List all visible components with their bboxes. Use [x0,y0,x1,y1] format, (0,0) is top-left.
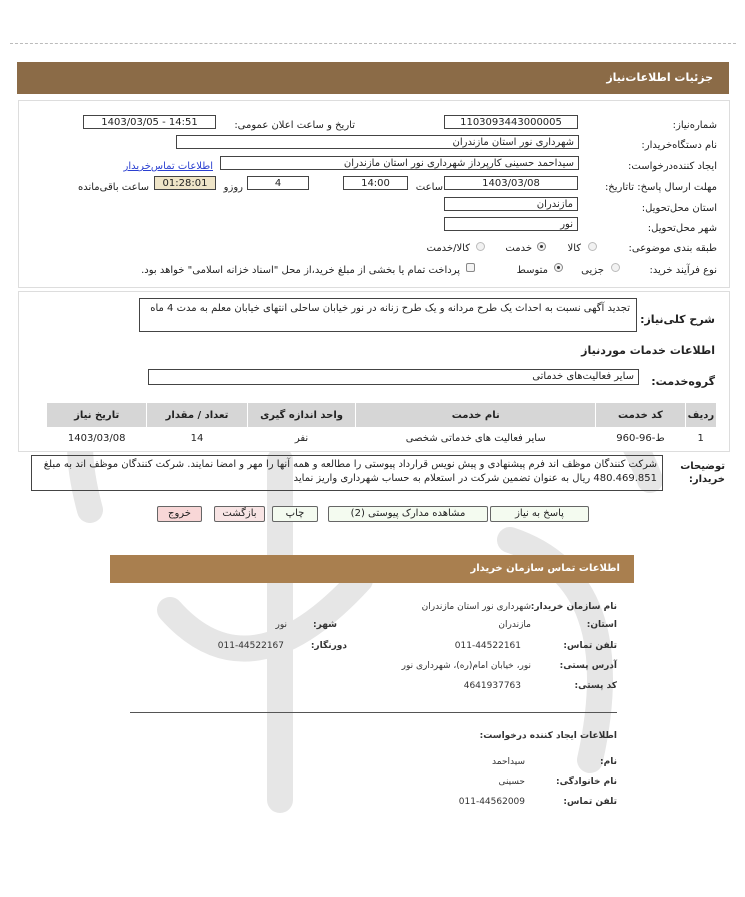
process-radio-medium[interactable] [554,263,563,272]
process-option-minor: جزیی [581,265,604,276]
service-group-field: سایر فعالیت‌های خدماتی [148,369,639,385]
creator-field: سیداحمد حسینی کارپرداز شهرداری نور استان مازندران [220,156,579,170]
phone-label: تلفن تماس: [563,641,617,651]
notes-label: توضیحات خریدار: [680,461,725,485]
process-radio-minor[interactable] [611,263,620,272]
buyer-label: نام دستگاه‌خریدار: [641,140,717,151]
col-code: کد خدمت [596,403,686,427]
cell-unit: نفر [294,432,309,444]
province-contact-value: مازندران [498,620,531,630]
details-header [17,62,729,94]
col-name: نام خدمت [356,403,596,427]
col-date: تاریخ نیاز [47,403,147,427]
city-contact-value: نور [275,620,287,630]
province-contact-label: استان: [586,620,617,630]
category-option-goods: کالا [567,243,581,254]
exit-button[interactable]: خروج [157,506,202,522]
cell-date: 1403/03/08 [67,432,126,444]
announce-field: 1403/03/05 - 14:51 [83,115,216,129]
creator-label: ایجاد کننده‌درخواست: [628,161,717,172]
phone-value: 011-44522161 [454,641,521,651]
summary-label: شرح کلی‌نیاز: [640,313,715,326]
page-title: جزئیات اطلاعات‌نیاز [606,71,713,84]
process-option-medium: متوسط [516,265,548,276]
reply-button[interactable]: پاسخ به نیاز [490,506,589,522]
treasury-checkbox[interactable] [466,263,475,272]
fax-label: دورنگار: [310,641,347,651]
col-unit: واحد اندازه گیری [247,403,356,427]
postal-value: 4641937763 [463,681,521,691]
services-title: اطلاعات خدمات موردنیاز [581,344,715,357]
remaining-time-field: 01:28:01 [154,176,216,190]
treasury-payment-text: پرداخت تمام یا بخشی از مبلغ خرید،از محل "اسناد خزانه اسلامی" خواهد بود. [141,265,460,276]
table-row [47,427,717,449]
print-button[interactable]: چاپ [272,506,318,522]
name-value: سیداحمد [492,757,525,767]
address-value: نور، خیابان امام(ره)، شهرداری نور [401,661,531,671]
cell-qty: 14 [190,432,204,444]
category-option-service: خدمت [505,243,532,254]
services-table-header [47,403,717,427]
city-label: شهر محل‌تحویل: [647,223,717,234]
category-option-both: کالا/خدمت [426,243,470,254]
notes-text: شرکت کنندگان موظف اند فرم پیشنهادی و پیش نویس قرارداد پیوستی را مطالعه و همه آنها را مهر و امضا نمایند. شرکت کنندگان موظف اند به مبلغ 480.469.851 ریال به عنوان تضمین شرکت در استعلام به حساب شهرداری واریز نماید [31,455,663,491]
time-label: ساعت [415,182,443,193]
province-field: مازندران [444,197,578,211]
org-value: شهرداری نور استان مازندران [421,602,531,612]
services-table [46,403,716,449]
days-field: 4 [247,176,309,190]
announce-label: تاریخ و ساعت اعلان عمومی: [234,120,355,131]
fax-value: 011-44522167 [217,641,284,651]
contact-divider [130,712,617,713]
contact-title: اطلاعات تماس سازمان خریدار [470,563,620,574]
col-row: ردیف [685,403,716,427]
summary-text: تجدید آگهی نسبت به احداث یک طرح مردانه و یک طرح زنانه در نور خیابان ساحلی انتهای خیابان معلم به مدت 4 ماه [139,298,637,332]
category-radio-both[interactable] [476,242,485,251]
deadline-time-field: 14:00 [343,176,408,190]
city-field: نور [444,217,578,231]
contact-header [110,555,634,583]
days-label: روزو [223,182,243,193]
deadline-date-field: 1403/03/08 [444,176,578,190]
family-label: نام خانوادگی: [555,777,617,787]
postal-label: کد پستی: [574,681,617,691]
top-divider [10,43,736,44]
need-number-field: 1103093443000005 [444,115,578,129]
category-radio-service[interactable] [537,242,546,251]
province-label: استان محل‌تحویل: [641,203,717,214]
family-value: حسینی [498,777,525,787]
process-label: نوع فرآیند خرید: [649,265,717,276]
remaining-label: ساعت باقی‌مانده [77,182,149,193]
cell-code: ط-96-960 [616,432,665,444]
deadline-label: مهلت ارسال پاسخ: تاتاریخ: [604,182,717,193]
cell-row: 1 [697,432,704,444]
service-group-label: گروه‌خدمت: [651,375,715,388]
buyer-contact-link[interactable]: اطلاعات تماس‌خریدار [123,161,213,172]
creator-section-title: اطلاعات ایجاد کننده درخواست: [479,731,617,741]
category-label: طبقه بندی موضوعی: [628,243,717,254]
creator-phone-label: تلفن تماس: [563,797,617,807]
cell-name: سایر فعالیت های خدماتی شخصی [405,432,546,444]
category-radio-goods[interactable] [588,242,597,251]
name-label: نام: [600,757,617,767]
address-label: آدرس پستی: [559,661,617,671]
col-qty: تعداد / مقدار [147,403,247,427]
city-contact-label: شهر: [313,620,337,630]
org-label: نام سازمان خریدار: [530,602,617,612]
creator-phone-value: 011-44562009 [458,797,525,807]
need-number-label: شماره‌نیاز: [672,120,717,131]
buyer-field: شهرداری نور استان مازندران [176,135,579,149]
attachments-button[interactable]: مشاهده مدارک پیوستی (2) [328,506,488,522]
back-button[interactable]: بازگشت [214,506,265,522]
